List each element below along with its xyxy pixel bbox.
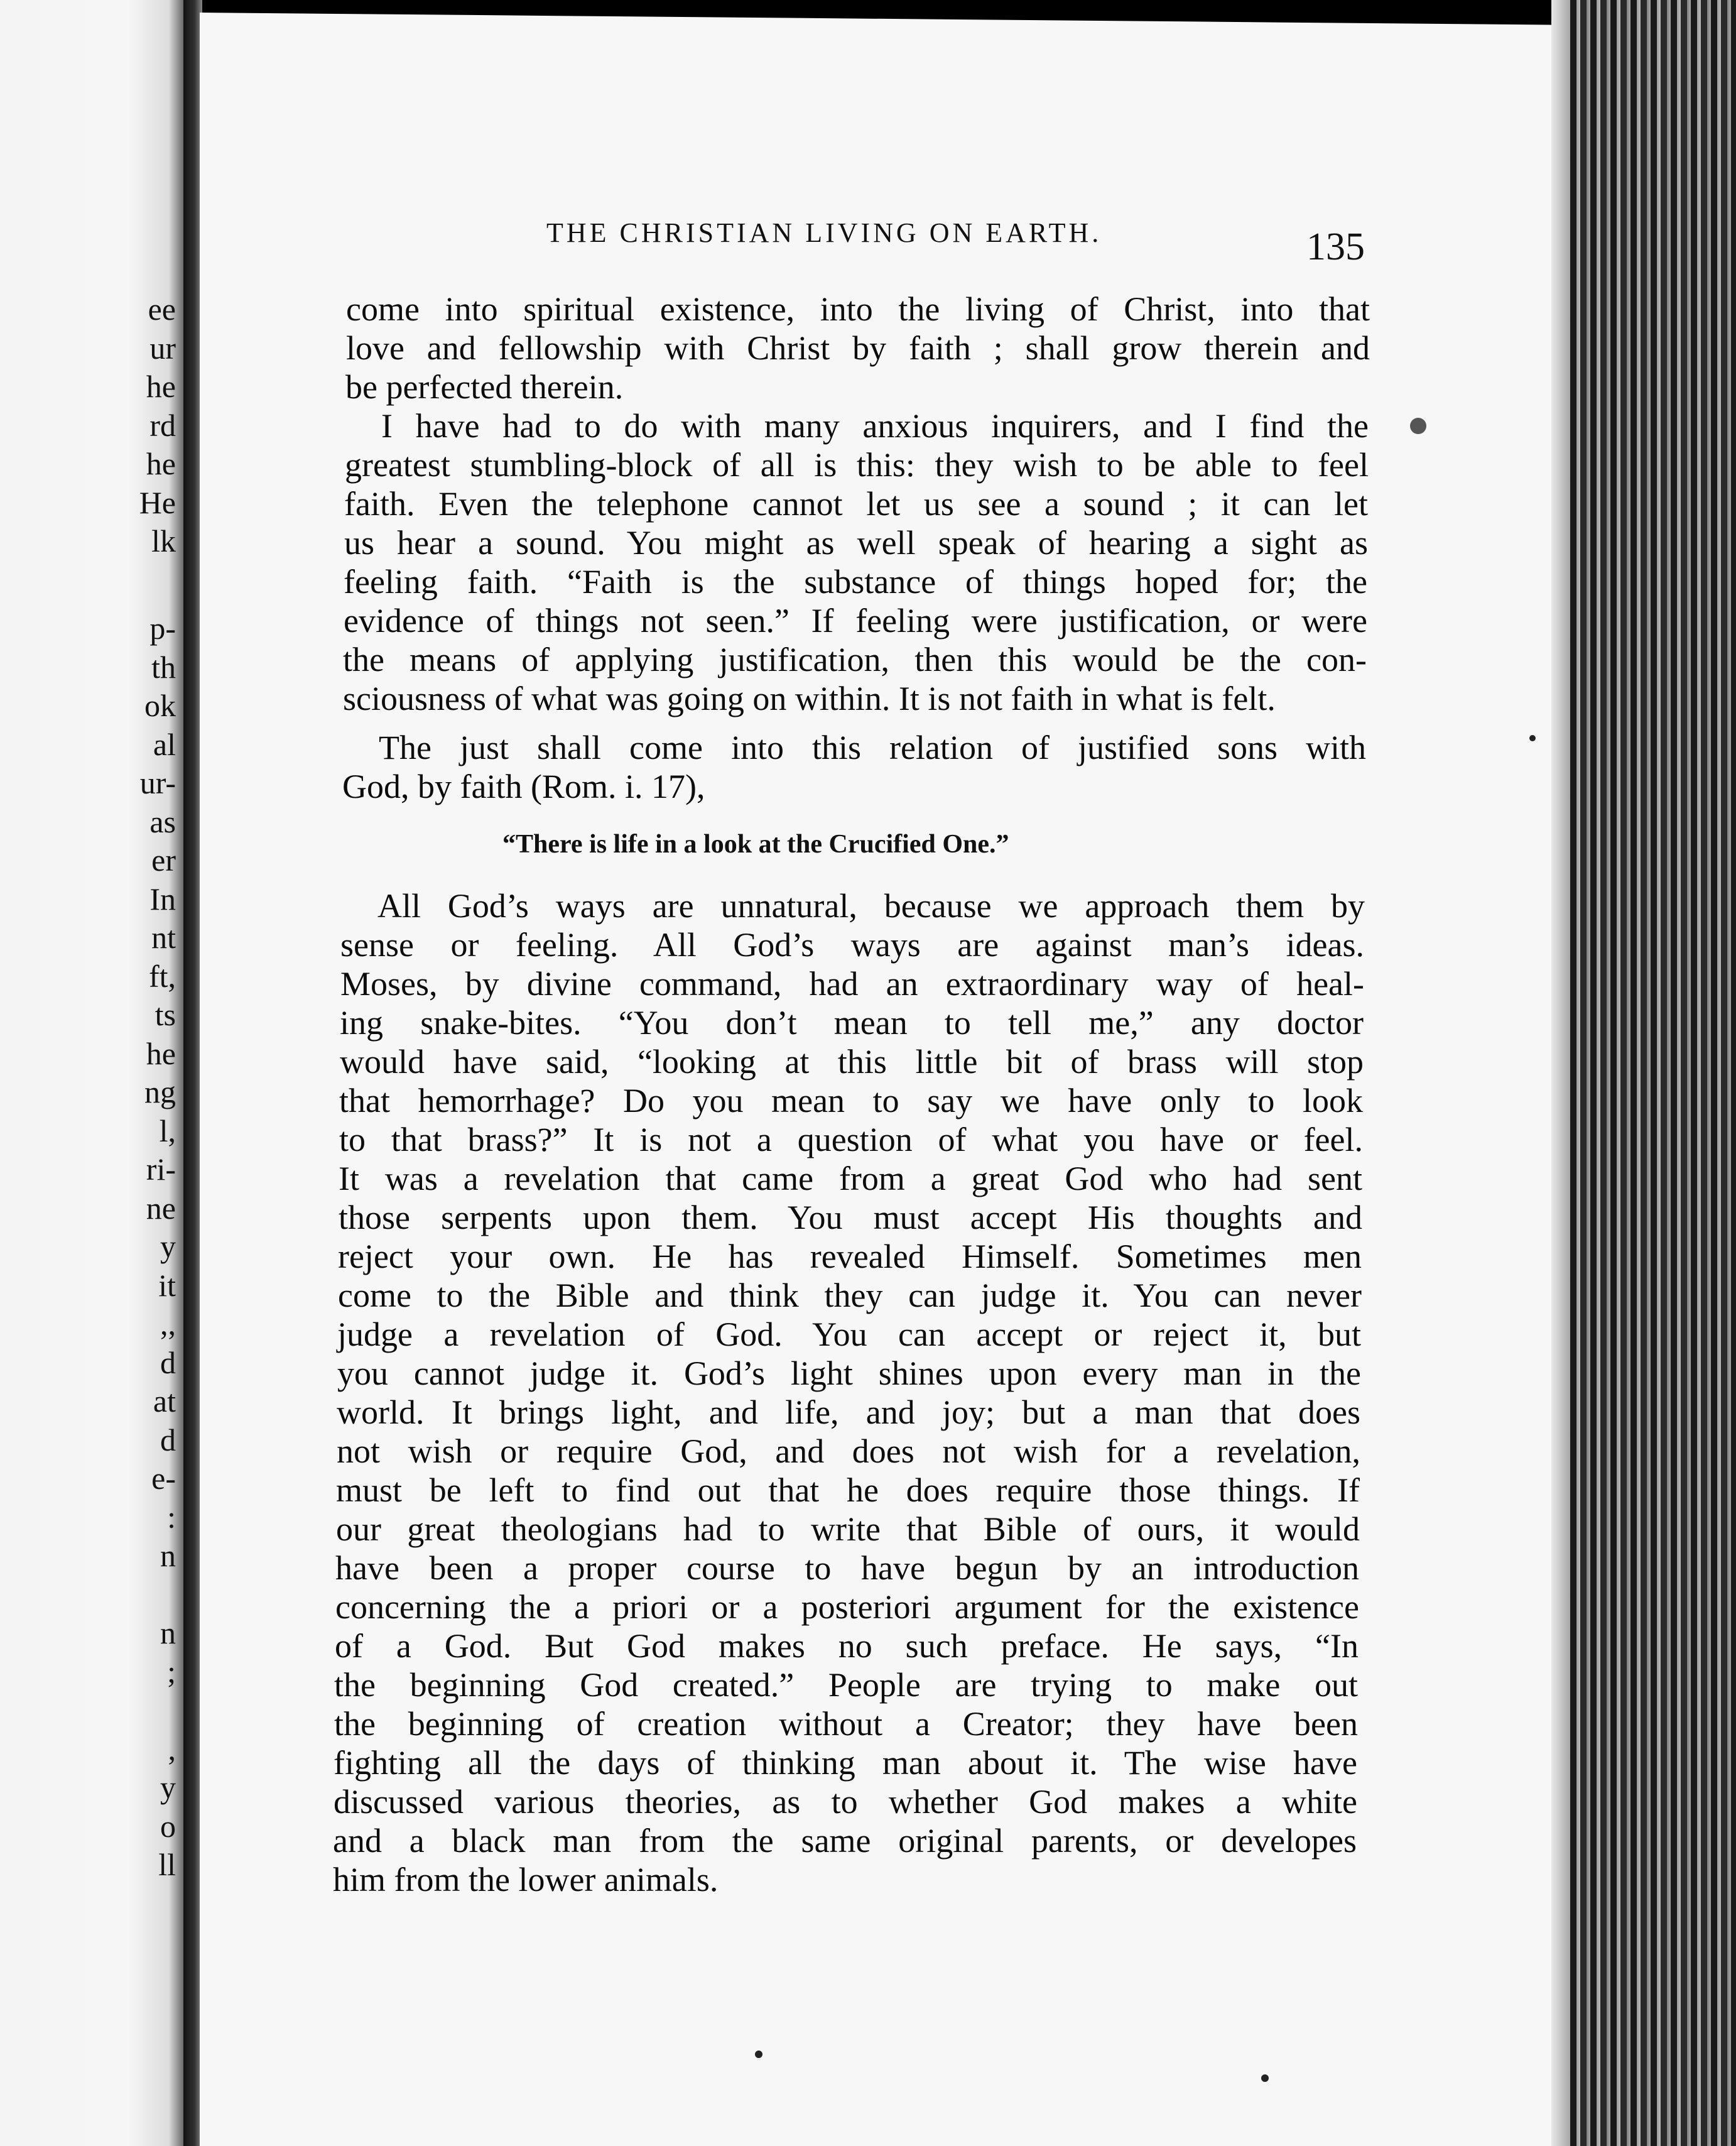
left-page-fragment: p-	[149, 611, 176, 646]
text-line: that hemorrhage? Do you mean to say we have only to look	[339, 1082, 1363, 1119]
text-line: the beginning of creation without a Creator; they have been	[334, 1705, 1358, 1743]
left-page-fragment: er	[151, 842, 176, 878]
left-page-fragment: y	[160, 1229, 176, 1264]
left-page-fragment: nt	[151, 920, 176, 955]
left-page-fragment: rd	[149, 407, 176, 443]
left-page-fragments-top	[0, 290, 183, 561]
left-page-fragment: ri-	[146, 1152, 176, 1187]
text-line: fighting all the days of thinking man about it. The wise have	[334, 1744, 1357, 1782]
left-page-fragment: he	[146, 446, 176, 481]
text-line: our great theologians had to write that Bible of ours, it would	[336, 1510, 1360, 1548]
text-line: All God’s ways are unnatural, because we approach them by	[377, 887, 1365, 925]
text-line: must be left to find out that he does require those things. If	[336, 1471, 1360, 1509]
text-line: ing snake-bites. “You don’t mean to tell me,” any doctor	[340, 1004, 1364, 1042]
text-line: be perfected therein.	[345, 368, 624, 406]
left-page-fragment: o	[160, 1808, 176, 1844]
left-page-fragment: l,	[159, 1113, 176, 1148]
text-line: judge a revelation of God. You can accept or reject it, but	[337, 1315, 1361, 1353]
text-line: evidence of things not seen.” If feeling were justification, or were	[344, 602, 1367, 640]
text-line: those serpents upon them. You must accept His thoughts and	[339, 1199, 1362, 1236]
text-line: have been a proper course to have begun by an introduction	[335, 1549, 1359, 1587]
text-line: world. It brings light, and life, and joy; but a man that does	[337, 1393, 1360, 1431]
text-line: sciousness of what was going on within. It is not faith in what is felt.	[343, 680, 1276, 717]
left-page-fragment	[0, 1576, 183, 1615]
left-page-fragment: as	[149, 803, 176, 839]
running-head: THE CHRISTIAN LIVING ON EARTH.	[546, 217, 1102, 248]
left-page-fragments-bottom	[0, 609, 183, 1885]
text-line: discussed various theories, as to whether God makes a white	[334, 1783, 1357, 1821]
left-page-fragment: In	[149, 881, 176, 917]
left-page-fragment: ;	[167, 1653, 176, 1689]
left-page-fragment: e-	[151, 1461, 176, 1496]
text-line: the means of applying justification, then this would be the con-	[343, 641, 1367, 678]
left-page-fragment: :	[167, 1499, 176, 1535]
left-page-fragment: at	[153, 1383, 176, 1419]
text-line: reject your own. He has revealed Himself. Sometimes men	[338, 1238, 1362, 1275]
left-page-fragment: he	[146, 369, 176, 404]
left-page-fragment: ne	[146, 1190, 176, 1226]
text-line: faith. Even the telephone cannot let us see a sound ; it can let	[344, 485, 1368, 523]
book-fore-edge	[1570, 0, 1736, 2146]
left-page-fragment: ft,	[148, 958, 176, 994]
left-page-fragment: ok	[144, 688, 176, 723]
text-line: come to the Bible and think they can judge it. You can never	[338, 1277, 1362, 1314]
text-line: love and fellowship with Christ by faith ; shall grow therein and	[346, 329, 1370, 367]
left-page-fragment: ee	[148, 291, 176, 327]
scan-speck	[1529, 735, 1536, 741]
text-line: would have said, “looking at this little bit of brass will stop	[340, 1043, 1364, 1081]
left-page-fragment: ll	[158, 1847, 176, 1882]
left-page-fragment: ur	[149, 330, 176, 366]
text-line: concerning the a priori or a posteriori argument for the existence	[335, 1588, 1359, 1626]
left-facing-page	[0, 0, 183, 2146]
left-page-fragment: ng	[144, 1074, 176, 1109]
text-line: not wish or require God, and does not wish for a revelation,	[337, 1432, 1360, 1470]
scan-speck	[1261, 2074, 1269, 2082]
scan-speck	[755, 2051, 762, 2058]
text-line: you cannot judge it. God’s light shines upon every man in the	[337, 1354, 1361, 1392]
text-line: God, by faith (Rom. i. 17),	[342, 768, 705, 805]
text-line: Moses, by divine command, had an extraordinary way of heal-	[340, 965, 1364, 1003]
left-page-fragment: ,,	[160, 1306, 176, 1341]
text-line: feeling faith. “Faith is the substance of things hoped for; the	[344, 563, 1367, 601]
text-line: The just shall come into this relation of justified sons with	[379, 729, 1366, 766]
left-page-fragment: d	[160, 1344, 176, 1380]
left-page-fragment	[0, 1691, 183, 1730]
text-line: him from the lower animals.	[333, 1861, 719, 1898]
left-page-fragment: n	[160, 1538, 176, 1573]
text-line: and a black man from the same original parents, or developes	[333, 1822, 1357, 1860]
left-page-fragment: y	[160, 1770, 176, 1805]
epigraph: “There is life in a look at the Crucified One.”	[502, 830, 1009, 859]
text-line: to that brass?” It is not a question of what you have or feel.	[339, 1121, 1363, 1158]
text-line: It was a revelation that came from a great God who had sent	[339, 1160, 1362, 1197]
scan-speck	[1410, 418, 1426, 434]
text-line: the beginning God created.” People are trying to make out	[334, 1666, 1358, 1704]
text-line: greatest stumbling-block of all is this: they wish to be able to feel	[345, 446, 1369, 484]
left-page-fragment: it	[158, 1267, 176, 1303]
book-gutter	[183, 0, 202, 2146]
left-page-fragment: th	[151, 649, 176, 685]
text-line: come into spiritual existence, into the living of Christ, into that	[346, 290, 1370, 328]
text-line: of a God. But God makes no such preface. He says, “In	[335, 1627, 1359, 1665]
left-page-fragment: He	[139, 484, 176, 520]
left-page-fragment: al	[153, 726, 176, 762]
left-page-fragment: ts	[155, 997, 176, 1032]
page-number: 135	[1306, 226, 1365, 268]
text-line: us hear a sound. You might as well speak of hearing a sight as	[344, 524, 1368, 562]
left-page-fragment: lk	[151, 523, 176, 558]
left-page-fragment: he	[146, 1035, 176, 1071]
text-line: sense or feeling. All God’s ways are against man’s ideas.	[340, 926, 1364, 964]
left-page-fragment: d	[160, 1422, 176, 1457]
left-page-fragment: n	[160, 1615, 176, 1650]
text-line: I have had to do with many anxious inquirers, and I find the	[381, 407, 1369, 445]
left-page-fragment: ,	[168, 1731, 176, 1767]
left-page-fragment: ur-	[139, 765, 176, 800]
